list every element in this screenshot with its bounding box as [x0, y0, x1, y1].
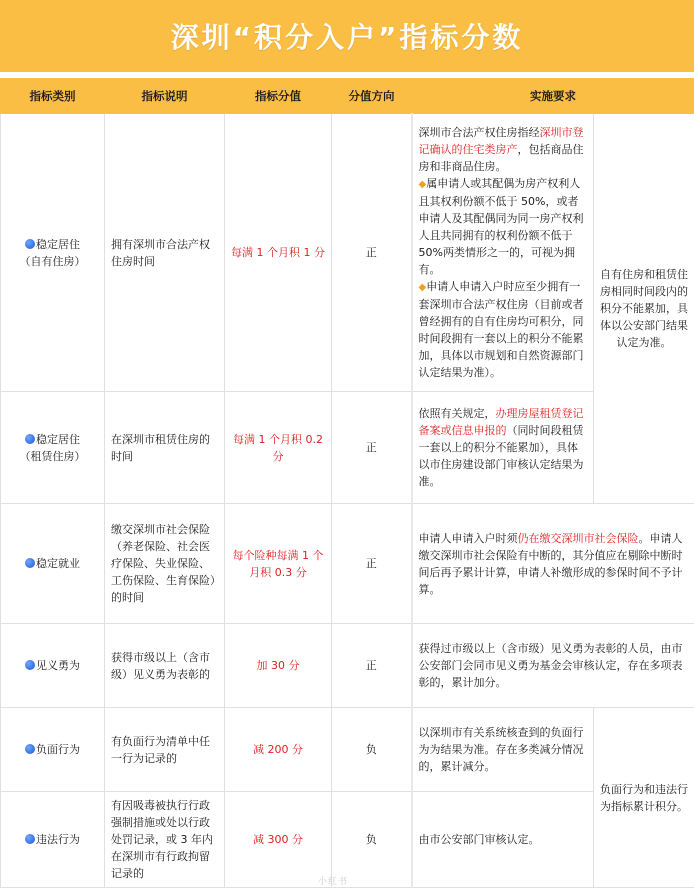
- category-label: 负面行为: [36, 743, 80, 756]
- requirement-cell: [412, 504, 694, 624]
- table-header-row: [1, 79, 694, 114]
- blue-dot-icon: [25, 558, 35, 568]
- category-sublabel: （自有住房）: [19, 254, 86, 268]
- header-description: 指标说明: [105, 79, 225, 114]
- direction-cell: 正: [332, 114, 412, 392]
- score-cell: 每个险种每满 1 个月积 0.3 分: [225, 504, 332, 624]
- blue-dot-icon: [25, 434, 35, 444]
- table-row: [1, 504, 694, 624]
- orange-diamond-icon: ◆: [418, 179, 427, 190]
- direction-cell: 负: [332, 708, 412, 792]
- score-cell: 加 30 分: [225, 624, 332, 708]
- requirement-cell: 由市公安部门审核认定。: [412, 792, 594, 888]
- blue-dot-icon: [25, 834, 35, 844]
- blue-dot-icon: [25, 660, 35, 670]
- table-row: [1, 392, 694, 504]
- category-label: 稳定就业: [36, 557, 80, 570]
- description-cell: 拥有深圳市合法产权住房时间: [105, 114, 225, 392]
- requirement-text: 申请人申请入户时应至少拥有一套深圳市合法产权住房（目前或者曾经拥有的自有住房均可积分，同时间段拥有一套以上的积分不能累加，具体以市规划和自然资源部门认定结果为准）。: [418, 280, 584, 379]
- table-row: [1, 624, 694, 708]
- negative-note: 负面行为和违法行为指标累计积分。: [600, 782, 688, 813]
- category-sublabel: （租赁住房）: [19, 449, 86, 463]
- direction-cell: 正: [332, 504, 412, 624]
- header-requirements: 实施要求: [412, 79, 694, 114]
- housing-note-cell: [594, 114, 694, 504]
- header-category: 指标类别: [1, 79, 105, 114]
- category-label: 见义勇为: [36, 659, 80, 672]
- category-cell: [1, 392, 105, 504]
- requirement-cell: [412, 114, 594, 392]
- requirement-text: ，包括商品住房和非商品住房。: [418, 143, 584, 173]
- requirement-text: 依照有关规定，: [418, 407, 496, 420]
- requirement-highlight: 仍在缴交深圳市社会保险: [517, 531, 639, 545]
- blue-dot-icon: [25, 239, 35, 249]
- direction-cell: 正: [332, 624, 412, 708]
- requirement-text: 属申请人或其配偶为房产权利人且其权利份额不低于 50%，或者申请人及其配偶同为同一房产权利人且共同拥有的权利份额不低于 50%两类情形之一的，可视为拥有。: [418, 177, 584, 276]
- indicator-table: [0, 78, 694, 888]
- category-label: 稳定居住: [36, 237, 80, 251]
- requirement-text: 深圳市合法产权住房指经: [418, 126, 540, 139]
- requirement-cell: 获得过市级以上（含市级）见义勇为表彰的人员，由市公安部门会同市见义勇为基金会审核认定，存在多项表彰的，累计加分。: [412, 624, 694, 708]
- requirement-text: （同时间段租赁一套以上的积分不能累加），具体以市住房建设部门审核认定结果为准。: [418, 424, 584, 488]
- category-label: 违法行为: [36, 833, 80, 846]
- category-cell: [1, 504, 105, 624]
- requirement-cell: [412, 392, 594, 504]
- category-cell: [1, 708, 105, 792]
- orange-diamond-icon: ◆: [418, 282, 427, 293]
- description-cell: 有因吸毒被执行行政强制措施或处以行政处罚记录，或 3 年内在深圳市有行政拘留记录的: [105, 792, 225, 888]
- score-cell: 减 200 分: [225, 708, 332, 792]
- requirement-text: 。申请人缴交深圳市社会保险有中断的，其分值应在剔除中断时间后再予累计计算，申请人补缴形成的参保时间不予计算。: [418, 531, 683, 596]
- description-cell: 获得市级以上（含市级）见义勇为表彰的: [105, 624, 225, 708]
- title-banner: [0, 0, 694, 72]
- description-cell: 在深圳市租赁住房的时间: [105, 392, 225, 504]
- requirement-cell: 以深圳市有关系统核查到的负面行为为结果为准。存在多类减分情况的，累计减分。: [412, 708, 594, 792]
- housing-note: 自有住房和租赁住房相同时间段内的积分不能累加，具体以公安部门结果认定为准。: [600, 268, 688, 349]
- indicator-table-wrapper: [0, 78, 694, 888]
- score-cell: 每满 1 个月积 1 分: [225, 114, 332, 392]
- header-score: 指标分值: [225, 79, 332, 114]
- direction-cell: 负: [332, 792, 412, 888]
- category-cell: [1, 792, 105, 888]
- category-cell: [1, 114, 105, 392]
- description-cell: 有负面行为清单中任一行为记录的: [105, 708, 225, 792]
- requirement-highlight: 深圳市登记确认的住宅类房产: [418, 126, 584, 156]
- table-row: [1, 114, 694, 392]
- watermark: 小红书: [318, 877, 349, 887]
- category-cell: [1, 624, 105, 708]
- requirement-highlight: 办理房屋租赁登记备案或信息申报的: [418, 407, 584, 437]
- blue-dot-icon: [25, 744, 35, 754]
- score-cell: 每满 1 个月积 0.2 分: [225, 392, 332, 504]
- score-cell: 减 300 分: [225, 792, 332, 888]
- requirement-text: 申请人申请入户时须: [418, 531, 518, 545]
- header-direction: 分值方向: [332, 79, 412, 114]
- page-title: 深圳“积分入户”指标分数: [170, 21, 524, 54]
- negative-note-cell: [594, 708, 694, 888]
- table-row: [1, 708, 694, 792]
- direction-cell: 正: [332, 392, 412, 504]
- description-cell: 缴交深圳市社会保险（养老保险、社会医疗保险、失业保险、工伤保险、生育保险）的时间: [105, 504, 225, 624]
- category-label: 稳定居住: [36, 432, 80, 446]
